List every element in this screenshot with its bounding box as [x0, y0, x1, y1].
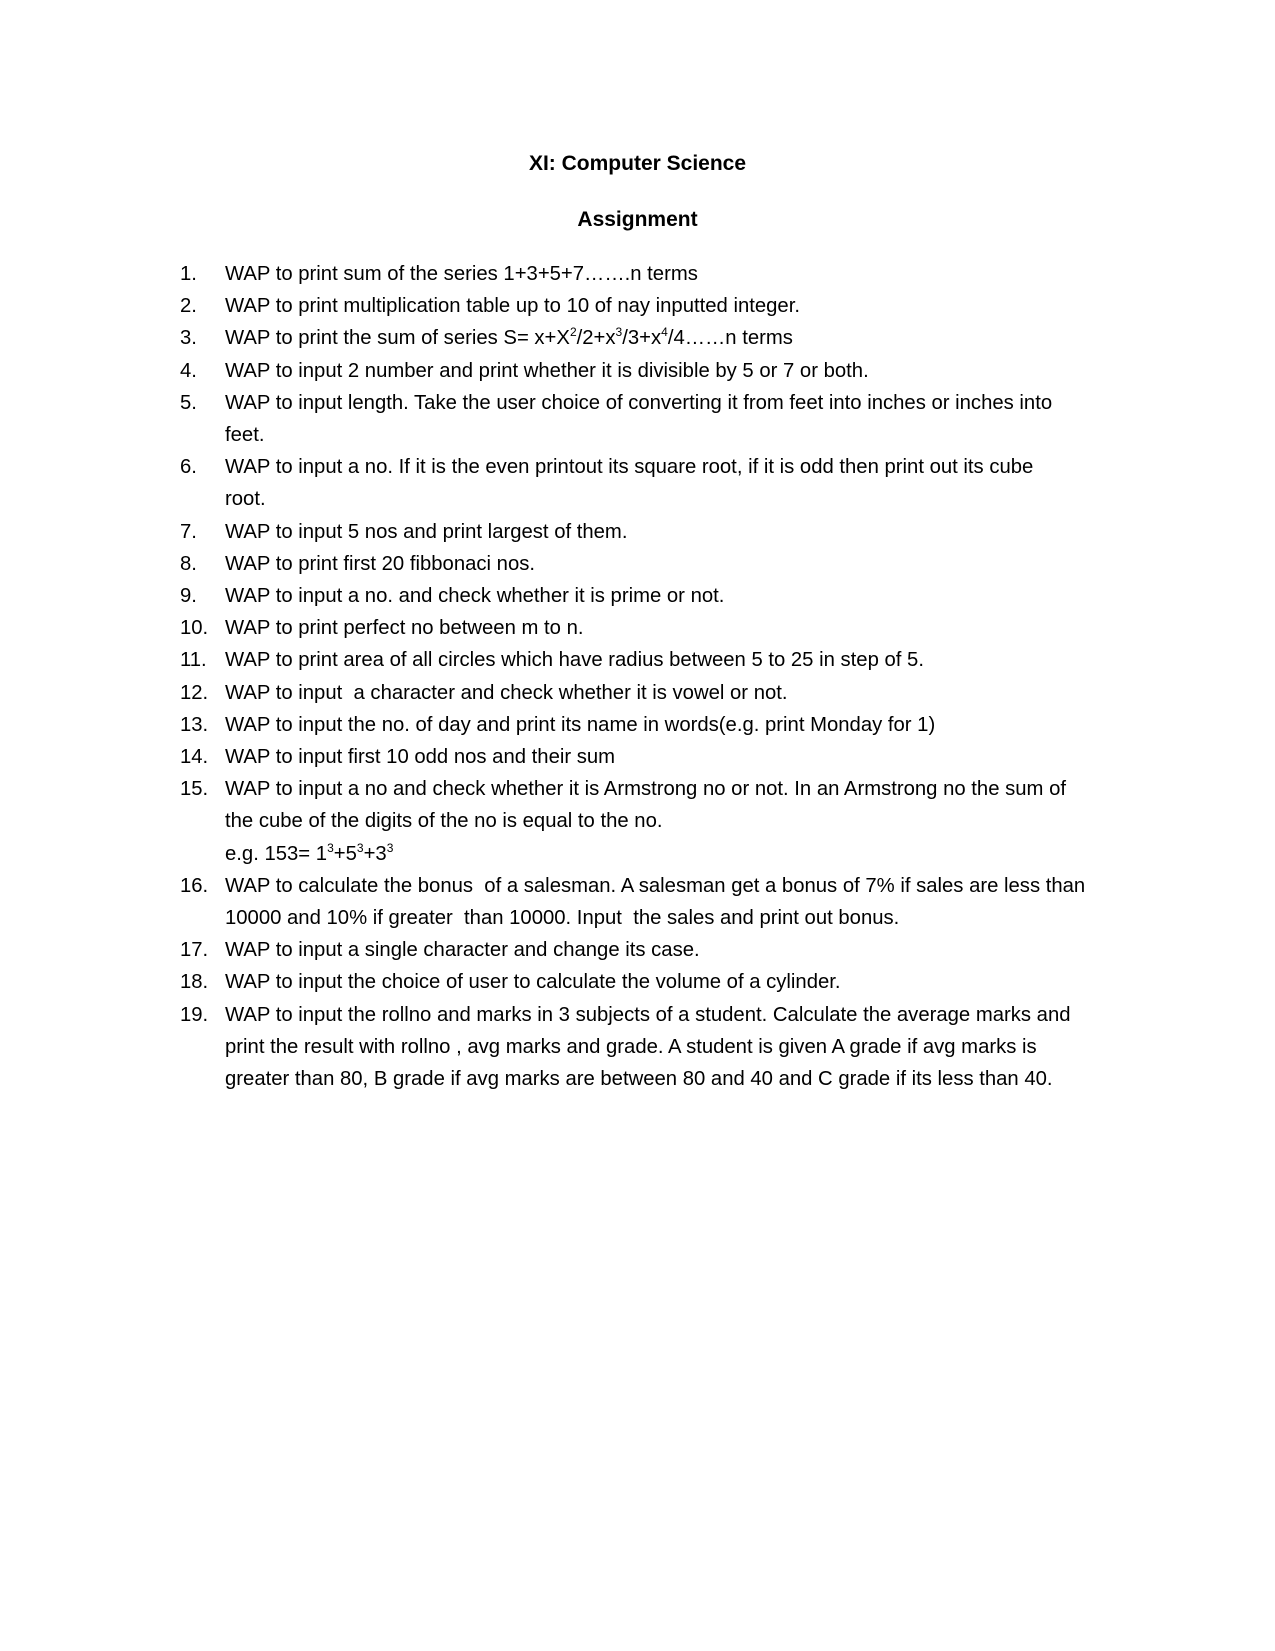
list-item — [180, 966, 1120, 998]
text-line — [225, 419, 1120, 451]
list-item-text — [225, 355, 1120, 387]
list-item-number: 18. — [180, 971, 209, 994]
list-item-number: 15. — [180, 778, 209, 801]
text-segment: /4……n terms — [667, 327, 793, 350]
text-line — [225, 934, 1120, 966]
text-line — [225, 870, 1120, 902]
list-item — [180, 773, 1120, 870]
list-item-number: 14. — [180, 746, 209, 769]
list-item-text — [225, 741, 1120, 773]
list-item — [180, 355, 1120, 387]
list-item-text — [225, 451, 1120, 515]
text-line — [225, 548, 1120, 580]
list-item — [180, 516, 1120, 548]
text-line — [225, 741, 1120, 773]
text-segment: WAP to print first 20 fibbonaci nos. — [225, 552, 536, 575]
list-item-number: 5. — [180, 391, 197, 414]
list-item-text — [225, 934, 1120, 966]
text-segment: WAP to input the rollno and marks in 3 subjects of a student. Calculate the average marks and — [225, 1003, 1071, 1026]
text-segment: WAP to input the choice of user to calculate the volume of a cylinder. — [225, 971, 841, 994]
text-line — [225, 805, 1120, 837]
text-line — [225, 1063, 1120, 1095]
text-segment: WAP to input a single character and change its case. — [225, 939, 700, 962]
list-item — [180, 322, 1120, 354]
text-segment: WAP to input 2 number and print whether it is divisible by 5 or 7 or both. — [225, 359, 869, 382]
list-item-text — [225, 387, 1120, 451]
text-line — [225, 612, 1120, 644]
list-item — [180, 870, 1120, 934]
page-title: XI: Computer Science — [528, 152, 747, 175]
list-item-number: 8. — [180, 552, 197, 575]
list-item-text — [225, 966, 1120, 998]
text-line — [225, 999, 1120, 1031]
list-item — [180, 548, 1120, 580]
text-line — [225, 258, 1120, 290]
text-line — [225, 773, 1120, 805]
text-segment: WAP to print perfect no between m to n. — [225, 617, 584, 640]
text-segment: print the result with rollno , avg marks and grade. A student is given A grade if avg marks is — [225, 1035, 1037, 1058]
list-item — [180, 258, 1120, 290]
text-line — [225, 838, 1120, 870]
text-segment: 10000 and 10% if greater than 10000. Input the sales and print out bonus. — [225, 907, 900, 930]
list-item — [180, 612, 1120, 644]
text-segment: WAP to print the sum of series S= x+X — [225, 327, 570, 350]
text-line — [225, 709, 1120, 741]
list-item-text — [225, 709, 1120, 741]
list-item-text — [225, 258, 1120, 290]
list-item-text — [225, 677, 1120, 709]
text-segment: feet. — [225, 424, 265, 447]
list-item — [180, 709, 1120, 741]
list-item-text — [225, 322, 1120, 354]
list-item-number: 7. — [180, 520, 197, 543]
text-segment: e.g. 153= 1 — [225, 842, 328, 865]
text-line — [225, 290, 1120, 322]
superscript: 3 — [327, 840, 334, 855]
text-segment: WAP to print multiplication table up to 10 of nay inputted integer. — [225, 295, 800, 318]
text-segment: /2+x — [576, 327, 616, 350]
list-item-text — [225, 290, 1120, 322]
list-item-number: 1. — [180, 263, 197, 285]
superscript: 2 — [569, 325, 577, 340]
text-segment: greater than 80, B grade if avg marks are between 80 and 40 and C grade if its less than 40. — [225, 1068, 1053, 1091]
list-item-text — [225, 580, 1120, 612]
text-line — [225, 902, 1120, 934]
list-item — [180, 741, 1120, 773]
list-item-text — [225, 999, 1120, 1096]
list-item-text — [225, 870, 1120, 934]
text-line — [225, 355, 1120, 387]
text-segment: +3 — [363, 842, 387, 865]
list-item-number: 10. — [180, 617, 209, 640]
list-item — [180, 451, 1120, 515]
list-item-number: 2. — [180, 295, 197, 318]
text-line — [225, 516, 1120, 548]
text-segment: /3+x — [622, 327, 662, 350]
superscript: 3 — [615, 325, 623, 340]
text-line — [225, 451, 1120, 483]
list-item-number: 12. — [180, 681, 209, 704]
list-item — [180, 387, 1120, 451]
text-segment: WAP to input a character and check whether it is vowel or not. — [225, 681, 788, 704]
list-item-text — [225, 644, 1120, 676]
text-line — [225, 1031, 1120, 1063]
list-item — [180, 290, 1120, 322]
text-segment: WAP to calculate the bonus of a salesman. A salesman get a bonus of 7% if sales are less than — [225, 874, 1086, 897]
list-item-text — [225, 516, 1120, 548]
text-segment: WAP to input a no. and check whether it is prime or not. — [225, 585, 725, 608]
list-item — [180, 644, 1120, 676]
list-item — [180, 999, 1120, 1096]
text-line — [225, 387, 1120, 419]
list-item-number: 6. — [180, 456, 197, 479]
text-segment: WAP to input length. Take the user choice of converting it from feet into inches or inches into — [225, 391, 1053, 414]
list-item-number: 13. — [180, 713, 209, 736]
text-segment: WAP to input first 10 odd nos and their sum — [225, 746, 616, 769]
list-item-number: 17. — [180, 939, 209, 962]
text-segment: WAP to print area of all circles which have radius between 5 to 25 in step of 5. — [225, 649, 924, 672]
list-item-number: 16. — [180, 874, 209, 897]
list-item-text — [225, 773, 1120, 870]
list-item-text — [225, 612, 1120, 644]
text-line — [225, 483, 1120, 515]
text-line — [225, 644, 1120, 676]
text-line — [225, 580, 1120, 612]
list-item-number: 3. — [180, 327, 197, 350]
list-item-number: 19. — [180, 1003, 209, 1026]
superscript: 4 — [661, 325, 668, 340]
list-item-text — [225, 548, 1120, 580]
assignment-list — [180, 258, 1120, 1095]
text-line — [225, 677, 1120, 709]
list-item — [180, 934, 1120, 966]
text-segment: +5 — [333, 842, 357, 865]
list-item — [180, 580, 1120, 612]
list-item-number: 4. — [180, 359, 197, 382]
list-item-number: 9. — [180, 585, 197, 608]
text-line — [225, 966, 1120, 998]
list-item — [180, 677, 1120, 709]
text-line — [225, 322, 1120, 354]
page-subtitle: Assignment — [577, 208, 698, 231]
superscript: 3 — [386, 840, 394, 855]
text-segment: WAP to input the no. of day and print its name in words(e.g. print Monday for 1) — [225, 713, 936, 736]
text-segment: WAP to print sum of the series 1+3+5+7…….n terms — [225, 263, 698, 285]
superscript: 3 — [356, 840, 364, 855]
list-item-number: 11. — [180, 649, 207, 672]
text-segment: WAP to input 5 nos and print largest of them. — [225, 520, 628, 543]
text-segment: WAP to input a no and check whether it is Armstrong no or not. In an Armstrong no the sum of — [225, 778, 1066, 801]
text-segment: the cube of the digits of the no is equal to the no. — [225, 810, 663, 833]
text-segment: WAP to input a no. If it is the even printout its square root, if it is odd then print out its cube — [225, 456, 1034, 479]
text-segment: root. — [225, 488, 266, 511]
